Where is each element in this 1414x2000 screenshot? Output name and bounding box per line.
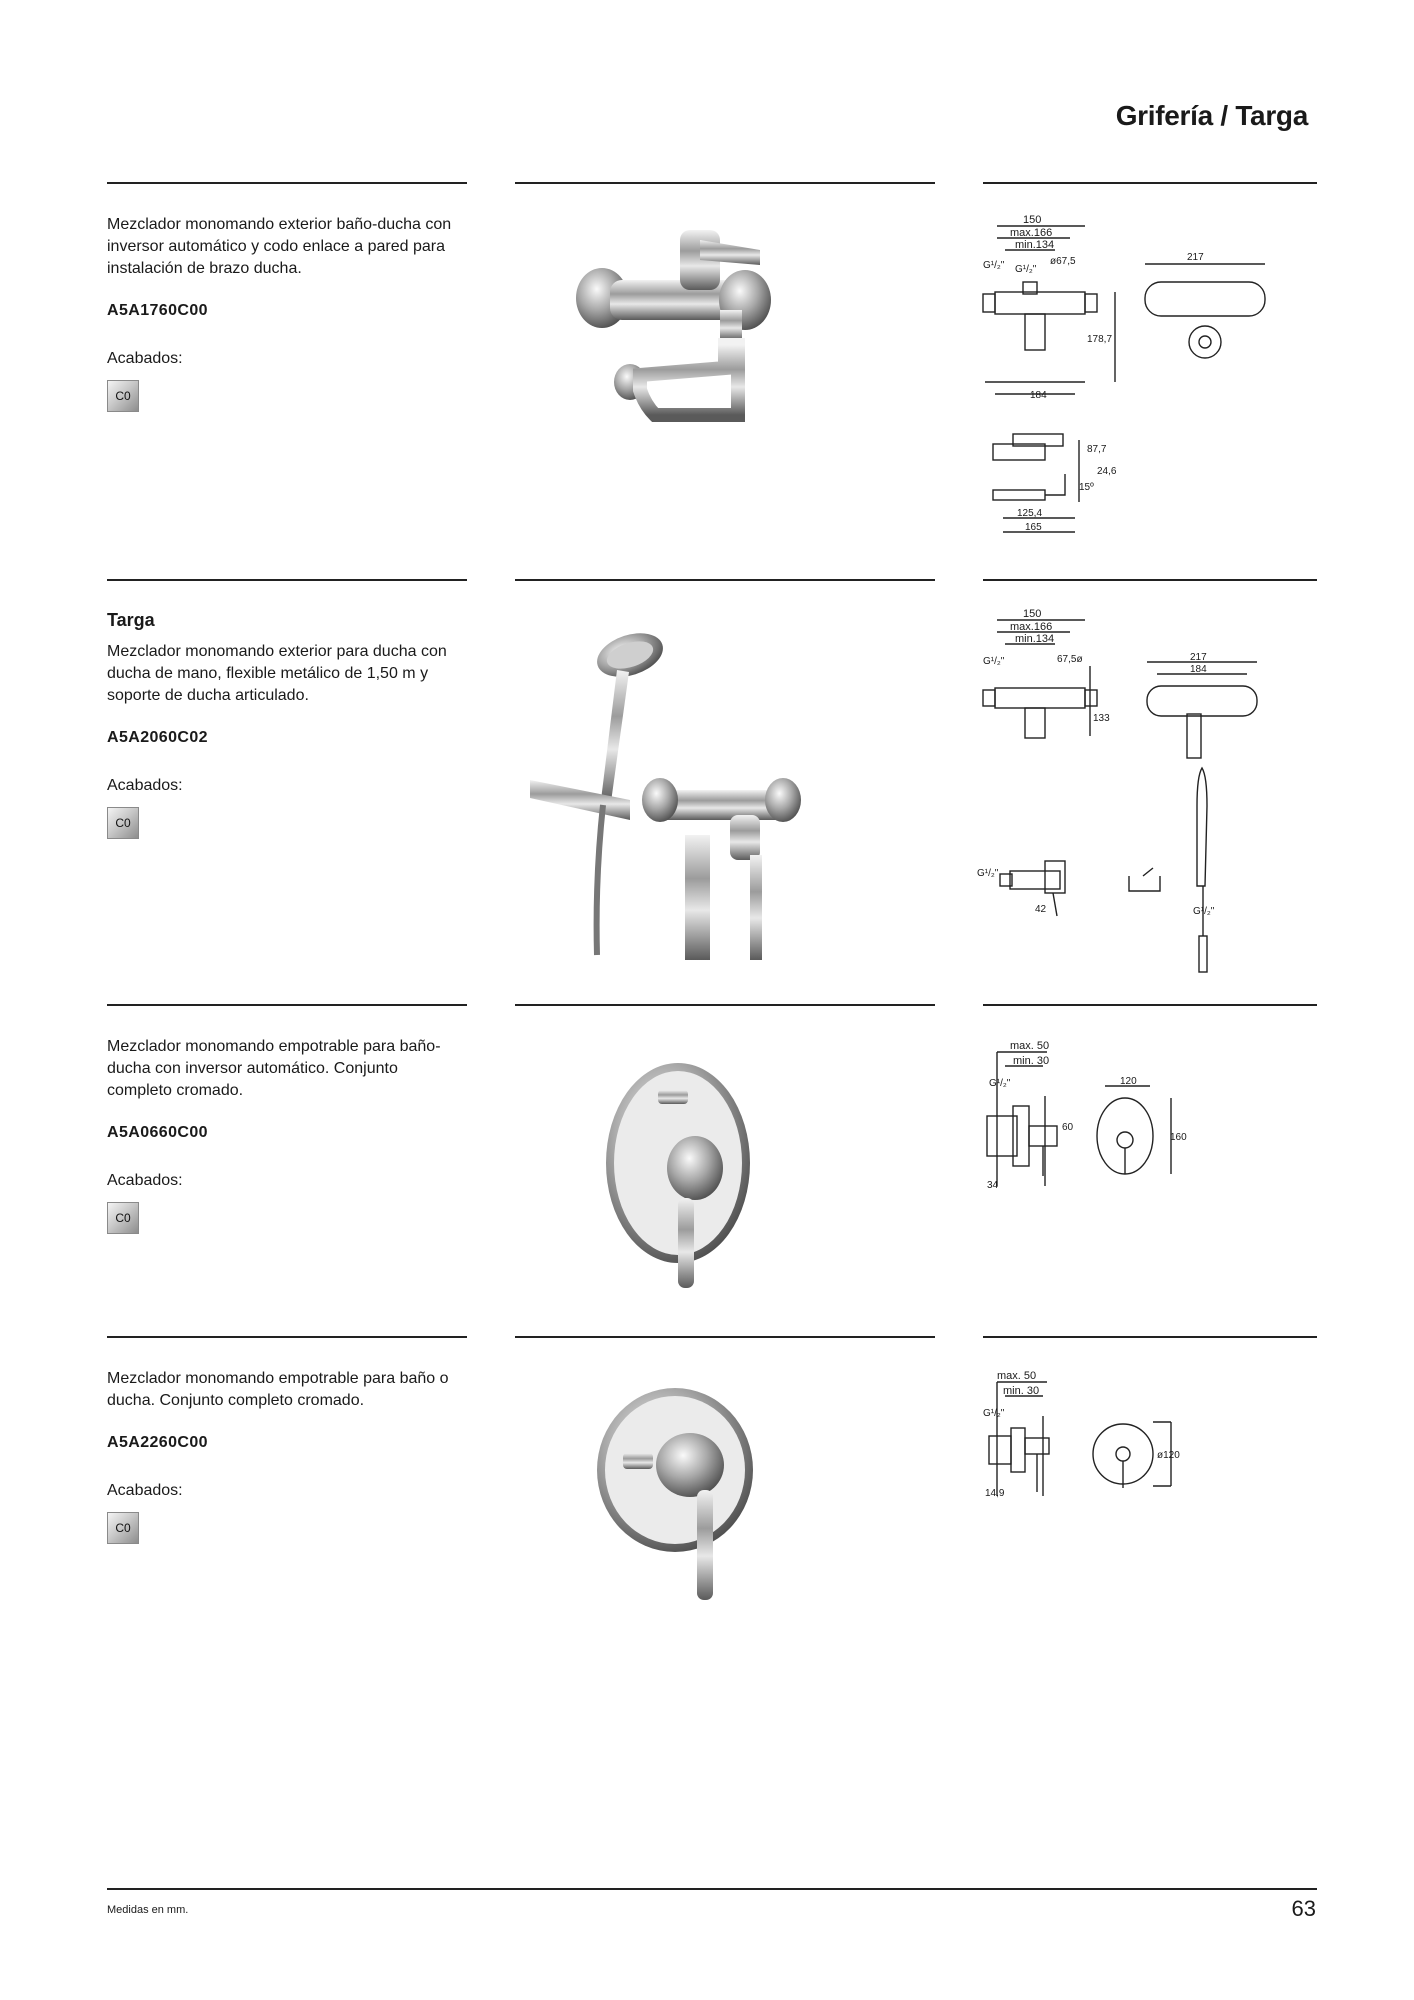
divider (515, 579, 935, 581)
svg-text:165: 165 (1025, 522, 1042, 533)
svg-text:min.134: min.134 (1015, 633, 1055, 645)
svg-text:G¹/₂": G¹/₂" (989, 1078, 1011, 1089)
product-code: A5A1760C00 (107, 302, 208, 319)
dimension-drawing (975, 1036, 1320, 1196)
svg-text:217: 217 (1190, 652, 1207, 663)
divider (983, 1336, 1317, 1338)
footer-divider (107, 1888, 1317, 1890)
svg-text:150: 150 (1023, 214, 1042, 226)
svg-text:42: 42 (1035, 904, 1047, 915)
product-code: A5A2060C02 (107, 729, 208, 746)
product-2 (107, 610, 467, 839)
divider (107, 182, 467, 184)
product-4 (107, 1368, 467, 1544)
finish-swatch: C0 (107, 1202, 139, 1234)
svg-text:ø120: ø120 (1157, 1450, 1180, 1461)
svg-text:max.166: max.166 (1010, 227, 1053, 239)
svg-text:min. 30: min. 30 (1003, 1385, 1040, 1397)
svg-text:160: 160 (1170, 1132, 1187, 1143)
svg-text:G¹/₂": G¹/₂" (1015, 264, 1037, 275)
divider (983, 182, 1317, 184)
page-title: Grifería / Targa (1115, 100, 1308, 131)
svg-text:min. 30: min. 30 (1013, 1055, 1050, 1067)
divider (983, 1004, 1317, 1006)
product-3 (107, 1036, 467, 1234)
svg-text:133: 133 (1093, 713, 1110, 724)
product-photo (595, 1385, 765, 1615)
product-1 (107, 214, 467, 412)
product-photo (560, 210, 800, 440)
svg-text:max.166: max.166 (1010, 621, 1053, 633)
svg-text:125,4: 125,4 (1017, 508, 1043, 519)
product-description: Mezclador monomando empotrable para baño-ducha con inversor automático. Conjunto completo cromado. (107, 1038, 441, 1099)
divider (515, 182, 935, 184)
svg-text:G¹/₂": G¹/₂" (983, 1408, 1005, 1419)
finish-swatch: C0 (107, 380, 139, 412)
svg-text:min.134: min.134 (1015, 239, 1055, 251)
svg-text:G¹/₂": G¹/₂" (1193, 906, 1215, 917)
divider (515, 1004, 935, 1006)
product-description: Mezclador monomando empotrable para baño o ducha. Conjunto completo cromado. (107, 1370, 449, 1409)
product-description: Mezclador monomando exterior baño-ducha con inversor automático y codo enlace a pared para instalación de brazo ducha. (107, 216, 452, 277)
finish-label: Acabados: (107, 777, 183, 794)
svg-text:24,6: 24,6 (1097, 466, 1117, 477)
product-description: Mezclador monomando exterior para ducha con ducha de mano, flexible metálico de 1,50 m y soporte de ducha articulado. (107, 643, 447, 704)
product-photo (600, 1048, 760, 1298)
product-name: Targa (107, 610, 155, 630)
divider (983, 579, 1317, 581)
svg-text:184: 184 (1030, 390, 1047, 401)
finish-label: Acabados: (107, 1482, 183, 1499)
dimension-drawing (975, 212, 1320, 547)
svg-text:150: 150 (1023, 608, 1042, 620)
product-code: A5A2260C00 (107, 1434, 208, 1451)
svg-text:G¹/₂": G¹/₂" (983, 260, 1005, 271)
divider (107, 1336, 467, 1338)
svg-text:87,7: 87,7 (1087, 444, 1107, 455)
svg-text:15º: 15º (1079, 482, 1094, 493)
page-number: 63 (1291, 1896, 1316, 1921)
product-code: A5A0660C00 (107, 1124, 208, 1141)
product-photo (525, 620, 815, 960)
finish-label: Acabados: (107, 350, 183, 367)
finish-swatch: C0 (107, 807, 139, 839)
divider (107, 579, 467, 581)
svg-text:ø67,5: ø67,5 (1050, 256, 1076, 267)
svg-text:G¹/₂": G¹/₂" (977, 868, 999, 879)
svg-text:14,9: 14,9 (985, 1488, 1005, 1499)
svg-text:120: 120 (1120, 1076, 1137, 1087)
svg-text:184: 184 (1190, 664, 1207, 675)
footer-note: Medidas en mm. (107, 1904, 189, 1916)
svg-text:G¹/₂": G¹/₂" (983, 656, 1005, 667)
svg-text:178,7: 178,7 (1087, 334, 1113, 345)
svg-text:217: 217 (1187, 252, 1204, 263)
svg-text:67,5ø: 67,5ø (1057, 654, 1083, 665)
divider (515, 1336, 935, 1338)
dimension-drawing (975, 1366, 1320, 1516)
dimension-drawing (975, 606, 1320, 976)
svg-text:34: 34 (987, 1180, 999, 1191)
svg-text:60: 60 (1062, 1122, 1074, 1133)
divider (107, 1004, 467, 1006)
finish-label: Acabados: (107, 1172, 183, 1189)
finish-swatch: C0 (107, 1512, 139, 1544)
svg-text:max. 50: max. 50 (997, 1370, 1037, 1382)
svg-text:max. 50: max. 50 (1010, 1040, 1050, 1052)
